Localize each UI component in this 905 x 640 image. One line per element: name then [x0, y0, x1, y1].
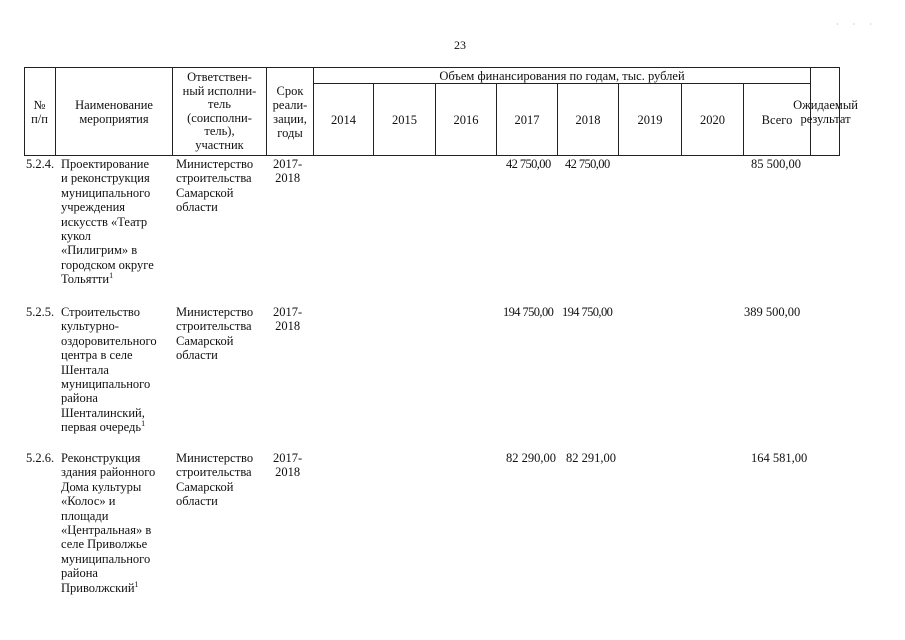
header-year-2018: 2018 [575, 112, 601, 127]
row-number: 5.2.4. [26, 157, 55, 171]
row-measure-name: Проектирование и реконструкция муниципального учреждения искусств «Театр кукол «Пилигрим» в городском округе Тольятти$^1$ [61, 157, 154, 287]
header-executor: Ответствен- ный исполни- тель (соисполни- тель), участник [182, 70, 257, 152]
header-year-2017: 2017 [514, 112, 540, 127]
row-value-2017: 194 750,00 [503, 305, 554, 319]
header-year-2020: 2020 [700, 112, 725, 127]
row-value-2018: 42 750,00 [565, 157, 610, 171]
page-number: 23 [454, 38, 466, 52]
row-term: 2017- 2018 [273, 157, 303, 186]
header-measure-name: Наименование мероприятия [75, 97, 153, 126]
header-year-2019: 2019 [637, 112, 663, 127]
row-measure-name: Строительство культурно- оздоровительного центра в селе Шентала муниципального района Шенталинский, первая очередь$^1$ [61, 305, 157, 435]
header-total: Всего [761, 112, 793, 127]
row-executor: Министерство строительства Самарской области [176, 451, 254, 509]
header-year-2015: 2015 [392, 112, 417, 127]
row-term: 2017- 2018 [273, 305, 303, 334]
header-year-2016: 2016 [453, 112, 479, 127]
row-value-2017: 82 290,00 [506, 451, 556, 465]
row-value-2017: 42 750,00 [506, 157, 551, 171]
header-financing-group: Объем финансирования по годам, тыс. рублей [439, 68, 685, 83]
header-expected-result: Ожидаемый результат [793, 97, 858, 126]
scan-artifact: · · · [836, 20, 878, 29]
row-number: 5.2.6. [26, 451, 55, 465]
row-executor: Министерство строительства Самарской области [176, 305, 254, 363]
row-term: 2017- 2018 [273, 451, 303, 480]
row-measure-name: Реконструкция здания районного Дома культуры «Колос» и площади «Центральная» в селе Приволжье муниципального района Приволжский$^1$ [61, 451, 156, 595]
row-executor: Министерство строительства Самарской области [176, 157, 254, 215]
row-value-total: 85 500,00 [751, 157, 801, 171]
row-value-total: 389 500,00 [744, 305, 801, 319]
header-year-2014: 2014 [331, 112, 356, 127]
row-value-total: 164 581,00 [751, 451, 808, 465]
row-value-2018: 194 750,00 [562, 305, 613, 319]
header-number: № п/п [31, 97, 48, 126]
header-term: Срок реали- зации, годы [272, 83, 308, 140]
row-number: 5.2.5. [26, 305, 55, 319]
row-value-2018: 82 291,00 [566, 451, 616, 465]
